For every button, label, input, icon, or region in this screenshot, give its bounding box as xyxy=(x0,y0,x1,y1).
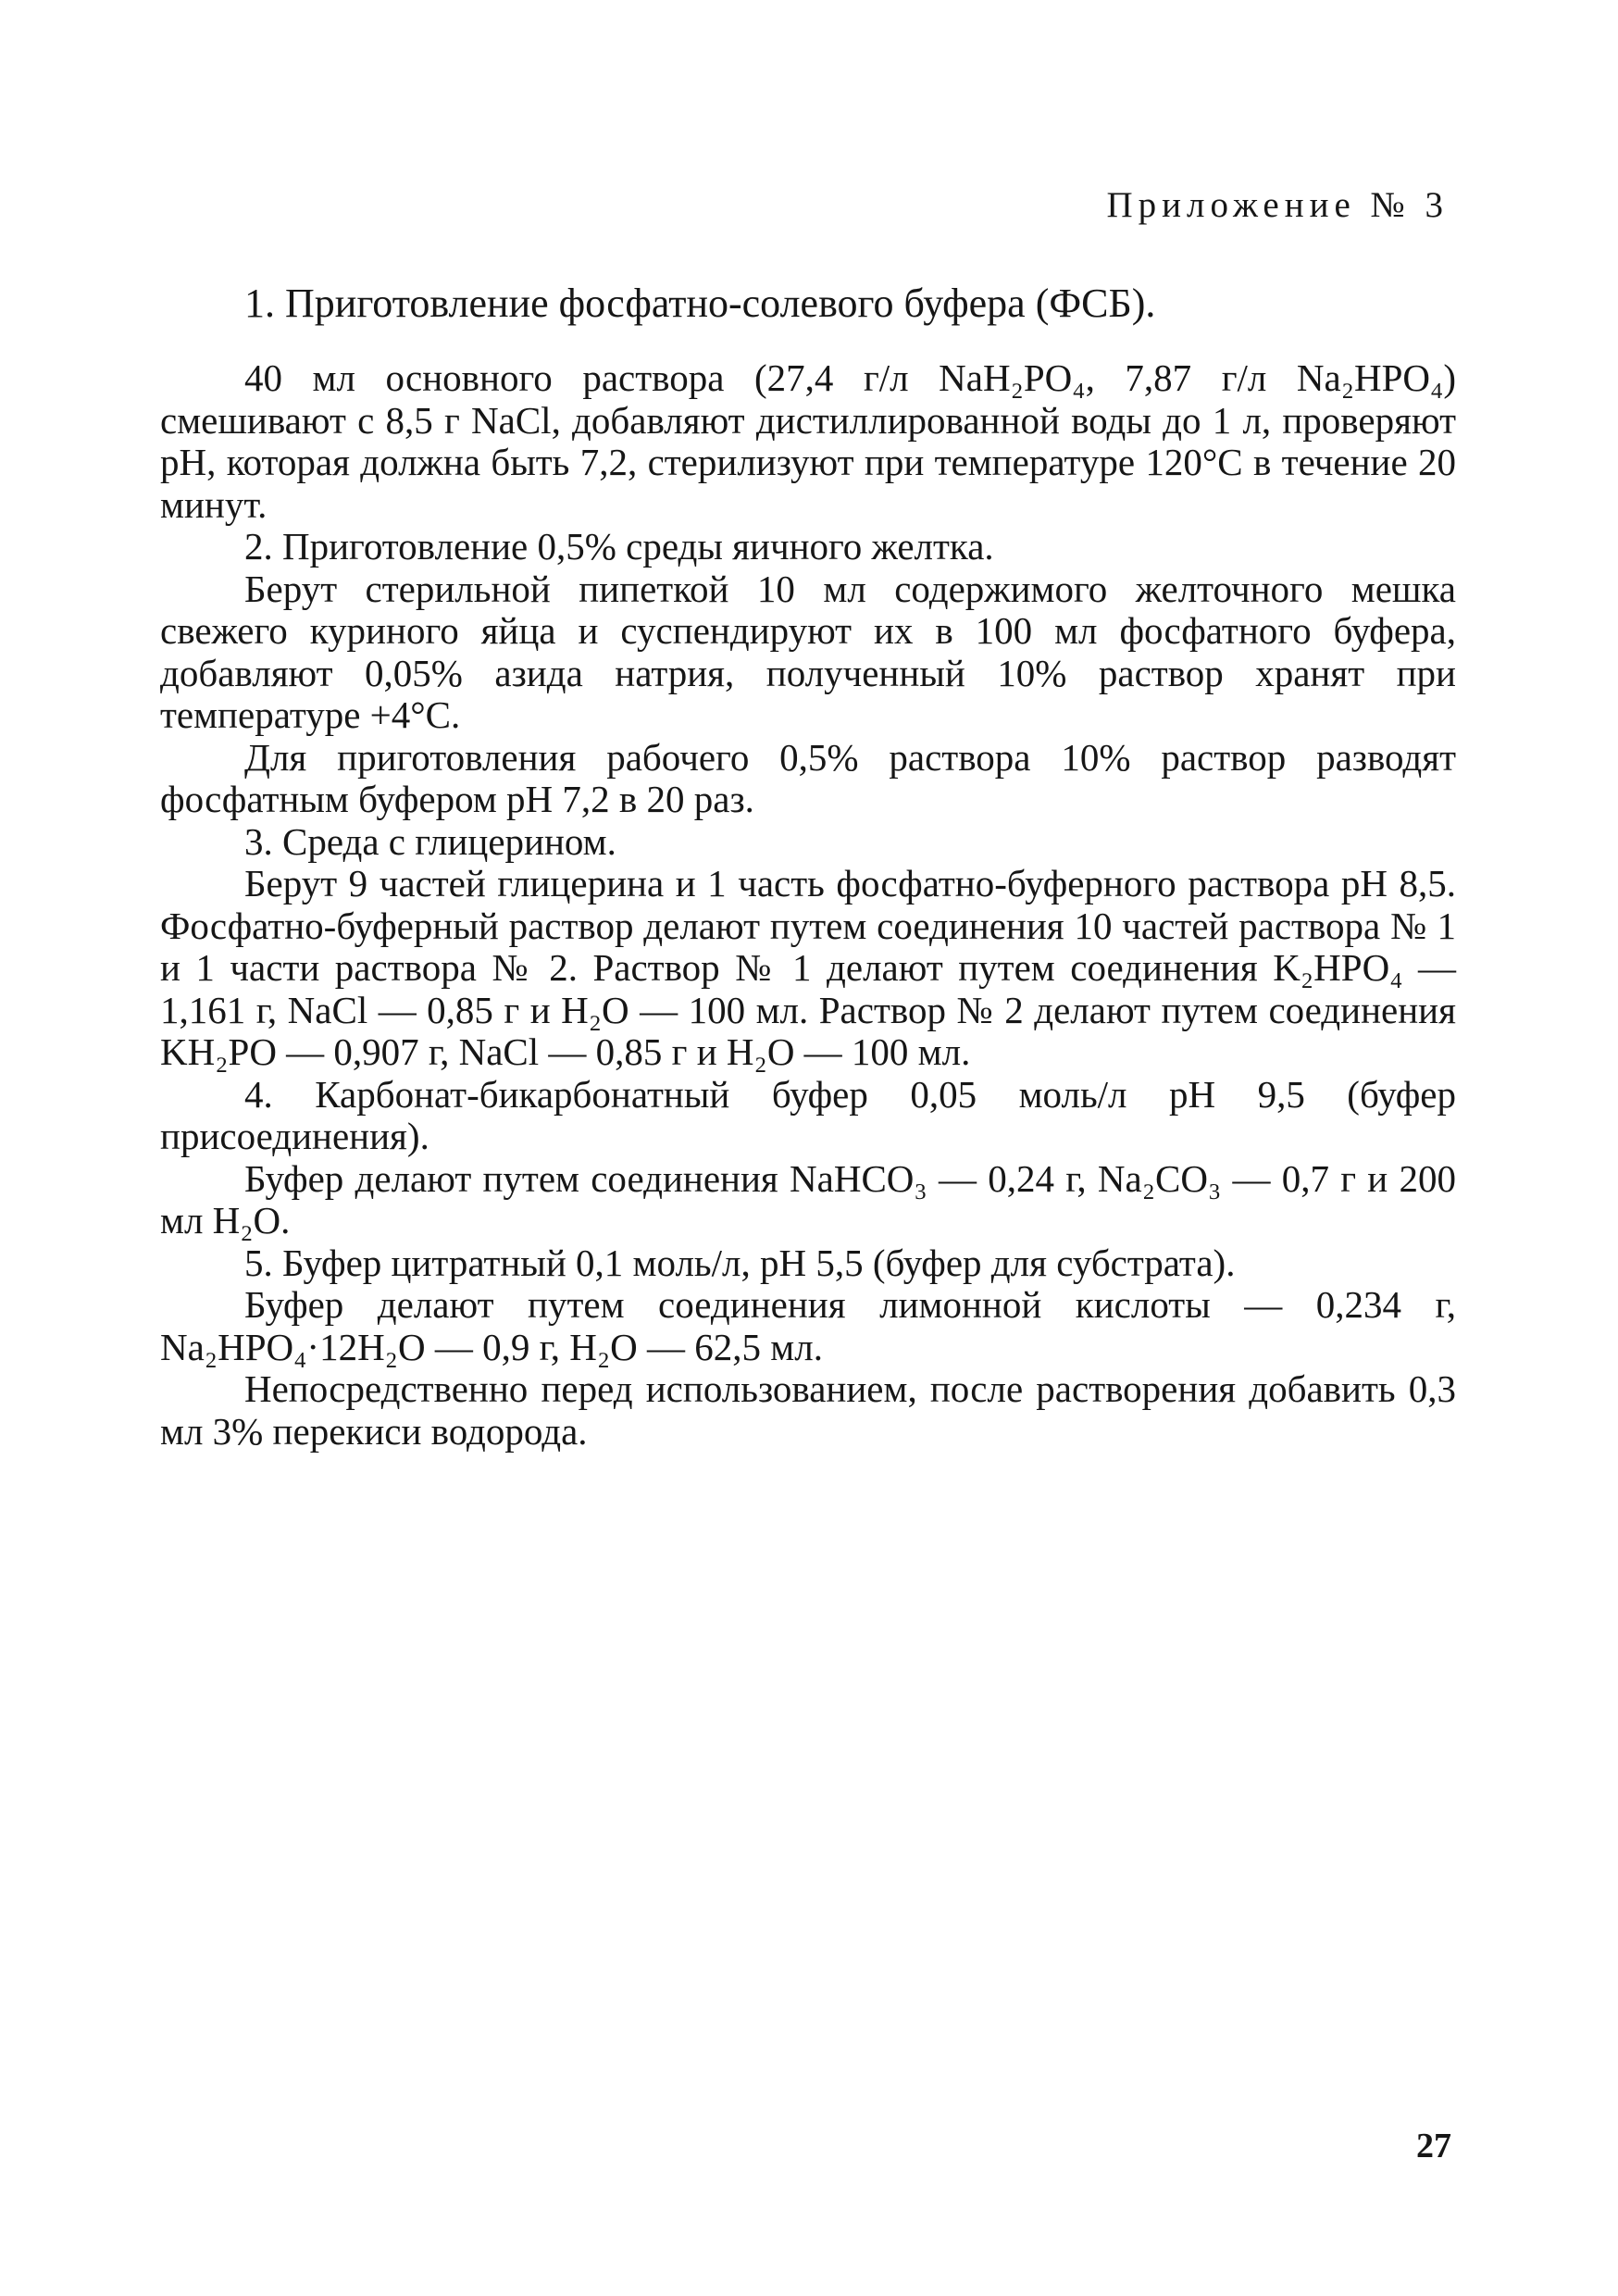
paragraph-phosphate-buffer-recipe: 40 мл основного раствора (27,4 г/л NaH₂PO₄, 7,87 г/л Na₂HPO₄) смешивают с 8,5 г NaCl, добавляют дистиллированной воды до 1 л, проверяют pH, которая должна быть 7,2, стерилизуют при температуре 120°C в течение 20 минут. xyxy=(160,356,1456,526)
paragraph-peroxide-addition: Непосредственно перед использованием, после растворения добавить 0,3 мл 3% перекиси водорода. xyxy=(160,1367,1456,1453)
paragraph-working-solution: Для приготовления рабочего 0,5% раствора 10% раствор разводят фосфатным буфером pH 7,2 в 20 раз. xyxy=(160,735,1456,820)
section-1-title: 1. Приготовление фосфатно-солевого буфера (ФСБ). xyxy=(244,281,1156,326)
appendix-label: Приложение № 3 xyxy=(1106,185,1449,225)
paragraph-glycerin-medium: Берут 9 частей глицерина и 1 часть фосфатно-буферного раствора pH 8,5. Фосфатно-буферный раствор делают путем соединения 10 частей раствора № 1 и 1 части раствора № 2. Раствор № 1 делают путем соединения K₂HPO₄ — 1,161 г, NaCl — 0,85 г и H₂O — 100 мл. Раствор № 2 делают путем соединения KH₂PO — 0,907 г, NaCl — 0,85 г и H₂O — 100 мл. xyxy=(160,862,1456,1073)
section-4-title: 4. Карбонат-бикарбонатный буфер 0,05 моль/л pH 9,5 (буфер присоединения). xyxy=(160,1072,1456,1157)
body-text xyxy=(160,357,1456,1453)
paragraph-citrate-buffer: Буфер делают путем соединения лимонной кислоты — 0,234 г, Na₂HPO₄·12H₂O — 0,9 г, H₂O — 62,5 мл. xyxy=(160,1283,1456,1368)
section-5-title: 5. Буфер цитратный 0,1 моль/л, pH 5,5 (буфер для субстрата). xyxy=(244,1241,1236,1284)
paragraph-carbonate-buffer: Буфер делают путем соединения NaHCO₃ — 0,24 г, Na₂CO₃ — 0,7 г и 200 мл H₂O. xyxy=(160,1156,1456,1242)
page-number: 27 xyxy=(1416,2127,1451,2165)
section-2-title: 2. Приготовление 0,5% среды яичного желтка. xyxy=(244,525,994,568)
paragraph-egg-yolk-preparation: Берут стерильной пипеткой 10 мл содержимого желточного мешка свежего куриного яйца и суспендируют их в 100 мл фосфатного буфера, добавляют 0,05% азида натрия, полученный 10% раствор хранят при температуре +4°C. xyxy=(160,567,1456,736)
section-3-title: 3. Среда с глицерином. xyxy=(244,819,616,863)
